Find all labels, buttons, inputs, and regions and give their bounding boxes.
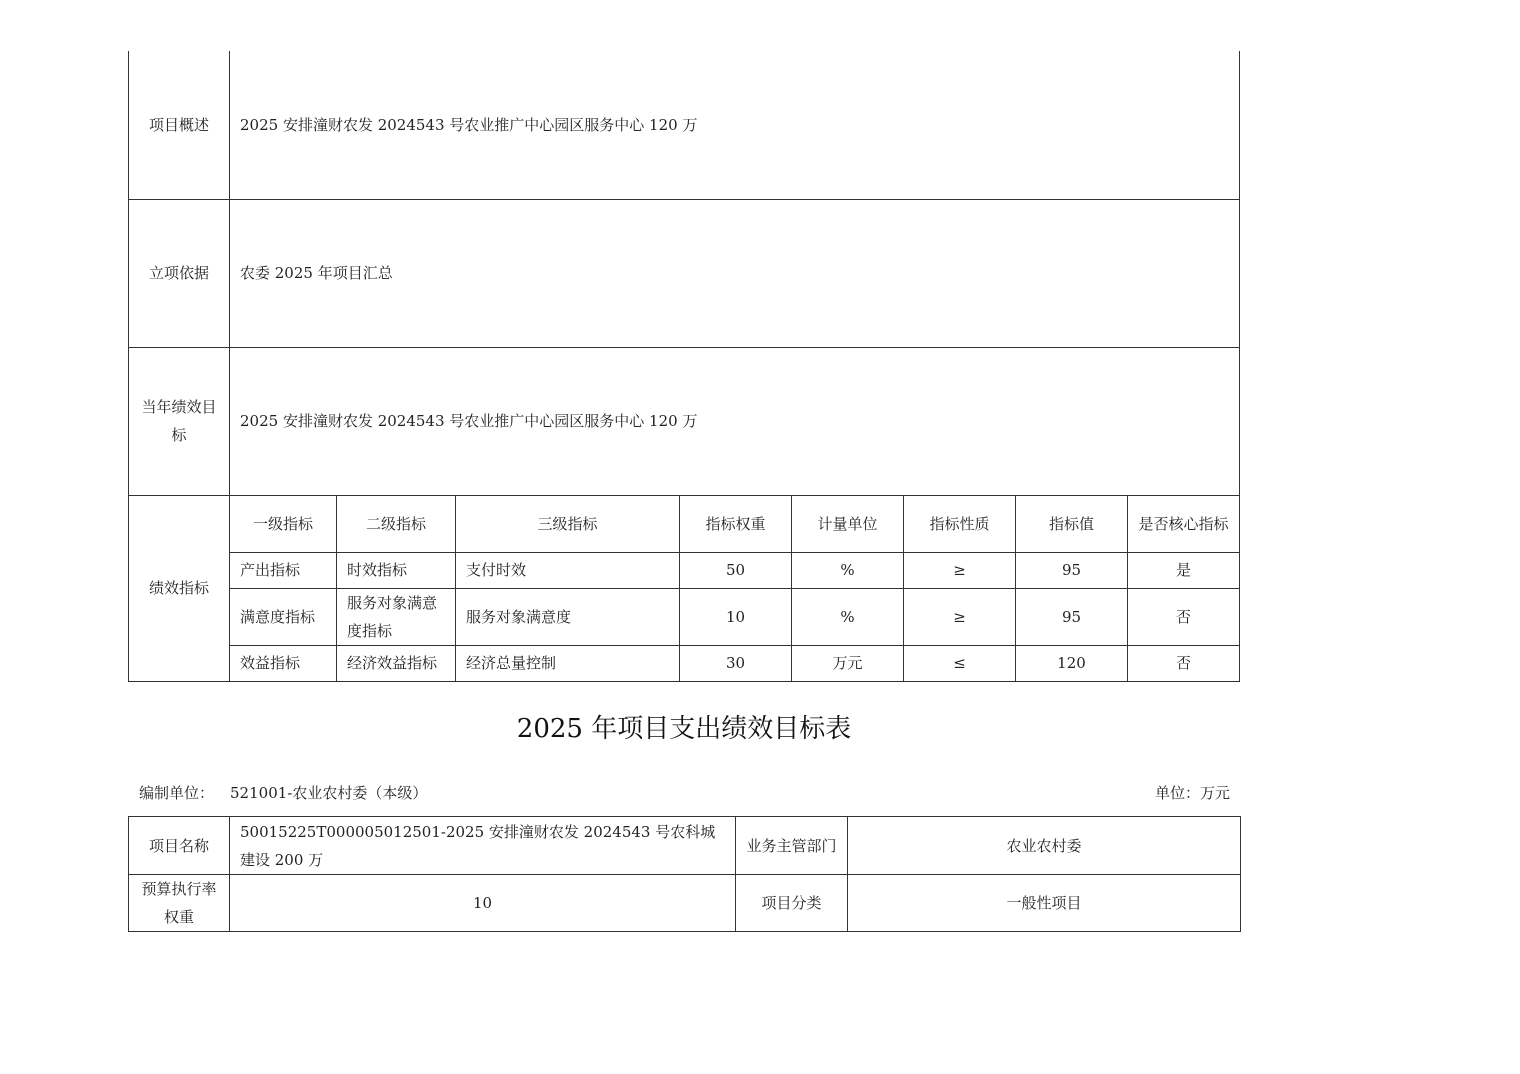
header-cell: 是否核心指标	[1128, 495, 1240, 552]
basis-value: 农委 2025 年项目汇总	[230, 199, 1240, 347]
table-cell: 是	[1128, 552, 1240, 588]
page-title: 2025 年项目支出绩效目标表	[516, 714, 852, 744]
budget-weight-label: 预算执行率权重	[129, 875, 230, 932]
header-cell: 二级指标	[337, 495, 456, 552]
project-name-value: 50015225T000005012501-2025 安排潼财农发 2024543 号农科城建设 200 万	[230, 817, 736, 875]
header-cell: 计量单位	[792, 495, 904, 552]
project-goal-table	[128, 51, 1240, 682]
org-label: 编制单位：	[139, 784, 215, 802]
table-row	[129, 645, 1240, 681]
table-cell: 否	[1128, 588, 1240, 645]
category-label: 项目分类	[736, 875, 848, 932]
header-cell: 指标值	[1016, 495, 1128, 552]
indicators-label: 绩效指标	[129, 495, 230, 681]
table-cell: ≥	[904, 552, 1016, 588]
table-cell: 万元	[792, 645, 904, 681]
category-value: 一般性项目	[848, 875, 1241, 932]
header-cell: 三级指标	[456, 495, 680, 552]
org-value: 521001-农业农村委（本级）	[230, 784, 428, 802]
table-cell: 95	[1016, 552, 1128, 588]
basis-label: 立项依据	[129, 199, 230, 347]
table-cell: 服务对象满意度	[456, 588, 680, 645]
goal-value: 2025 安排潼财农发 2024543 号农业推广中心园区服务中心 120 万	[230, 347, 1240, 495]
table-cell: 否	[1128, 645, 1240, 681]
header-cell: 一级指标	[230, 495, 337, 552]
header-cell: 指标权重	[680, 495, 792, 552]
goal-label: 当年绩效目标	[129, 347, 230, 495]
table-cell: ≤	[904, 645, 1016, 681]
org-line	[139, 782, 427, 803]
table-cell: ≥	[904, 588, 1016, 645]
table-row	[129, 588, 1240, 645]
dept-value: 农业农村委	[848, 817, 1241, 875]
table-cell: 经济效益指标	[337, 645, 456, 681]
project-info-table	[128, 816, 1241, 932]
table-cell: 50	[680, 552, 792, 588]
table-cell: 95	[1016, 588, 1128, 645]
table-cell: 满意度指标	[230, 588, 337, 645]
header-cell: 指标性质	[904, 495, 1016, 552]
table-cell: 经济总量控制	[456, 645, 680, 681]
dept-label: 业务主管部门	[736, 817, 848, 875]
table-cell: 支付时效	[456, 552, 680, 588]
unit-text: 单位：万元	[1154, 784, 1230, 802]
table-cell: 时效指标	[337, 552, 456, 588]
table-cell: 效益指标	[230, 645, 337, 681]
budget-weight-value: 10	[230, 875, 736, 932]
overview-value: 2025 安排潼财农发 2024543 号农业推广中心园区服务中心 120 万	[230, 51, 1240, 199]
table-cell: 产出指标	[230, 552, 337, 588]
overview-label: 项目概述	[129, 51, 230, 199]
table-cell: 30	[680, 645, 792, 681]
table-cell: 120	[1016, 645, 1128, 681]
table-cell: %	[792, 552, 904, 588]
table-cell: 服务对象满意度指标	[337, 588, 456, 645]
table-row	[129, 552, 1240, 588]
project-name-label: 项目名称	[129, 817, 230, 875]
table-cell: 10	[680, 588, 792, 645]
table-cell: %	[792, 588, 904, 645]
